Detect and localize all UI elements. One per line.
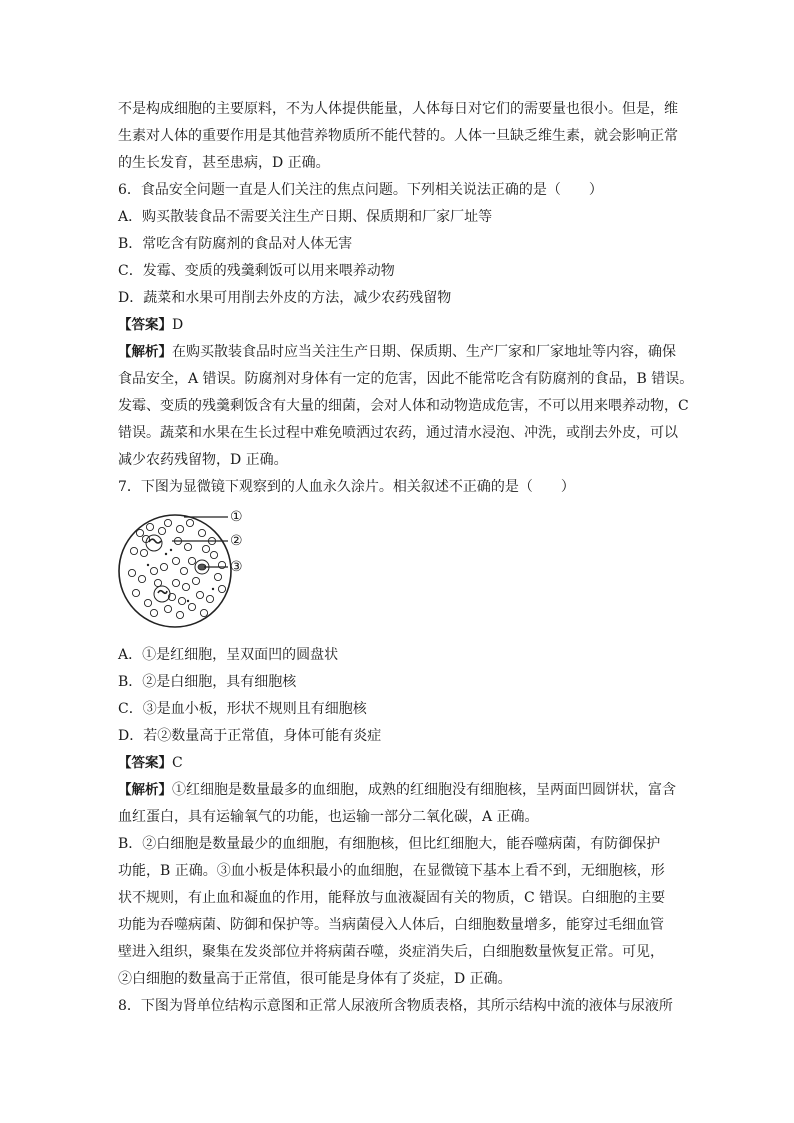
question-7 <box>118 474 680 993</box>
red-blood-cell <box>164 605 171 612</box>
microscope-field <box>119 515 231 627</box>
answer-tag: 【答案】 <box>118 755 172 771</box>
red-blood-cell <box>158 527 165 534</box>
red-blood-cell <box>138 575 145 582</box>
red-blood-cell <box>176 611 183 618</box>
analysis-tag: 【解析】 <box>118 782 172 798</box>
text-line: 生素对人体的重要作用是其他营养物质所不能代替的。人体一旦缺乏维生素，就会影响正常 <box>118 128 678 144</box>
document-page <box>118 96 694 1020</box>
analysis-text: ①红细胞是数量最多的血细胞，成熟的红细胞没有细胞核，呈两面凹圆饼状，富含 <box>172 782 676 798</box>
analysis-line: 减少农药残留物，D 正确。 <box>118 452 288 468</box>
red-blood-cell <box>210 551 217 558</box>
option-d: D．蔬菜和水果可用削去外皮的方法，减少农药残留物 <box>118 290 452 306</box>
red-blood-cell <box>188 603 195 610</box>
option-a: A．①是红细胞，呈双面凹的圆盘状 <box>118 647 339 663</box>
analysis-line: 发霉、变质的残羹剩饭含有大量的细菌，会对人体和动物造成危害，不可以用来喂养动物，C <box>118 398 689 414</box>
option-b: B．常吃含有防腐剂的食品对人体无害 <box>118 236 353 252</box>
analysis-line: 功能为吞噬病菌、防御和保护等。当病菌侵入人体后，白细胞数量增多，能穿过毛细血管 <box>118 917 664 933</box>
option-b: B．②是白细胞，具有细胞核 <box>118 674 297 690</box>
red-blood-cell <box>184 543 191 550</box>
figure-label-3: ③ <box>230 559 243 575</box>
red-blood-cell <box>132 589 139 596</box>
red-blood-cell <box>172 579 179 586</box>
figure-label-2: ② <box>230 533 243 549</box>
red-blood-cell <box>140 549 147 556</box>
analysis-line: 血红蛋白，具有运输氧气的功能，也运输一部分二氧化碳，A 正确。 <box>118 809 539 825</box>
question-8 <box>118 993 680 1020</box>
analysis-line <box>118 777 680 804</box>
red-blood-cell <box>182 583 189 590</box>
red-blood-cell <box>128 569 135 576</box>
red-blood-cells <box>128 519 225 618</box>
red-blood-cell <box>130 547 137 554</box>
question-stem: 8．下图为肾单位结构示意图和正常人尿液所含物质表格，其所示结构中流的液体与尿液所 <box>118 998 673 1014</box>
blood-smear-drawing <box>118 509 680 635</box>
red-blood-cell <box>218 585 225 592</box>
red-blood-cell <box>200 609 207 616</box>
analysis-line: 错误。蔬菜和水果在生长过程中难免喷洒过农药，通过清水浸泡、冲洗，或削去外皮，可以 <box>118 425 678 441</box>
option-a: A．购买散装食品不需要关注生产日期、保质期和厂家厂址等 <box>118 209 493 225</box>
red-blood-cell <box>150 567 157 574</box>
question-stem: 7．下图为显微镜下观察到的人血永久涂片。相关叙述不正确的是（ ） <box>118 479 575 495</box>
text-line: 不是构成细胞的主要原料，不为人体提供能量，人体每日对它们的需要量也很小。但是，维 <box>118 101 678 117</box>
red-blood-cell <box>160 563 167 570</box>
answer-value: D <box>172 317 184 333</box>
answer-tag: 【答案】 <box>118 317 172 333</box>
platelets <box>147 549 214 602</box>
blood-smear-figure <box>118 509 680 635</box>
red-blood-cell <box>196 591 203 598</box>
red-blood-cell <box>164 519 171 526</box>
red-blood-cell <box>192 577 199 584</box>
red-blood-cell <box>180 567 187 574</box>
figure-label-1: ① <box>230 509 243 525</box>
red-blood-cell <box>198 529 205 536</box>
analysis-line <box>118 339 680 366</box>
analysis-text: 在购买散装食品时应当关注生产日期、保质期、生产厂家和厂家地址等内容，确保 <box>172 344 676 360</box>
red-blood-cell <box>188 557 195 564</box>
red-blood-cell <box>178 597 185 604</box>
red-blood-cell <box>144 599 151 606</box>
red-blood-cell <box>206 595 213 602</box>
intro-text <box>118 96 680 177</box>
question-6 <box>118 177 694 474</box>
red-blood-cell <box>150 609 157 616</box>
option-c: C．③是血小板，形状不规则且有细胞核 <box>118 701 367 717</box>
answer-value: C <box>172 755 183 771</box>
analysis-line: 功能，B 正确。③血小板是体积最小的血细胞，在显微镜下基本上看不到，无细胞核，形 <box>118 863 665 879</box>
red-blood-cell <box>146 523 153 530</box>
analysis-line: ②白细胞的数量高于正常值，很可能是身体有了炎症，D 正确。 <box>118 971 512 987</box>
red-blood-cell <box>202 545 209 552</box>
red-blood-cell <box>176 525 183 532</box>
answer-line <box>118 312 680 339</box>
option-c: C．发霉、变质的残羹剩饭可以用来喂养动物 <box>118 263 395 279</box>
red-blood-cell <box>214 573 221 580</box>
text-line: 的生长发育，甚至患病，D 正确。 <box>118 155 330 171</box>
red-blood-cell <box>172 557 179 564</box>
answer-line <box>118 750 680 777</box>
analysis-line: 食品安全，A 错误。防腐剂对身体有一定的危害，因此不能常吃含有防腐剂的食品，B 错误。 <box>118 371 694 387</box>
question-stem: 6．食品安全问题一直是人们关注的焦点问题。下列相关说法正确的是（ ） <box>118 182 603 198</box>
red-blood-cell <box>186 519 193 526</box>
analysis-tag: 【解析】 <box>118 344 172 360</box>
red-blood-cell <box>154 579 161 586</box>
analysis-line: 壁进入组织，聚集在发炎部位并将病菌吞噬，炎症消失后，白细胞数量恢复正常。可见， <box>118 944 664 960</box>
analysis-line: 状不规则，有止血和凝血的作用，能释放与血液凝固有关的物质，C 错误。白细胞的主要 <box>118 890 666 906</box>
option-d: D．若②数量高于正常值，身体可能有炎症 <box>118 728 382 744</box>
analysis-line: B．②白细胞是数量最少的血细胞，有细胞核，但比红细胞大，能吞噬病菌，有防御保护 <box>118 836 661 852</box>
